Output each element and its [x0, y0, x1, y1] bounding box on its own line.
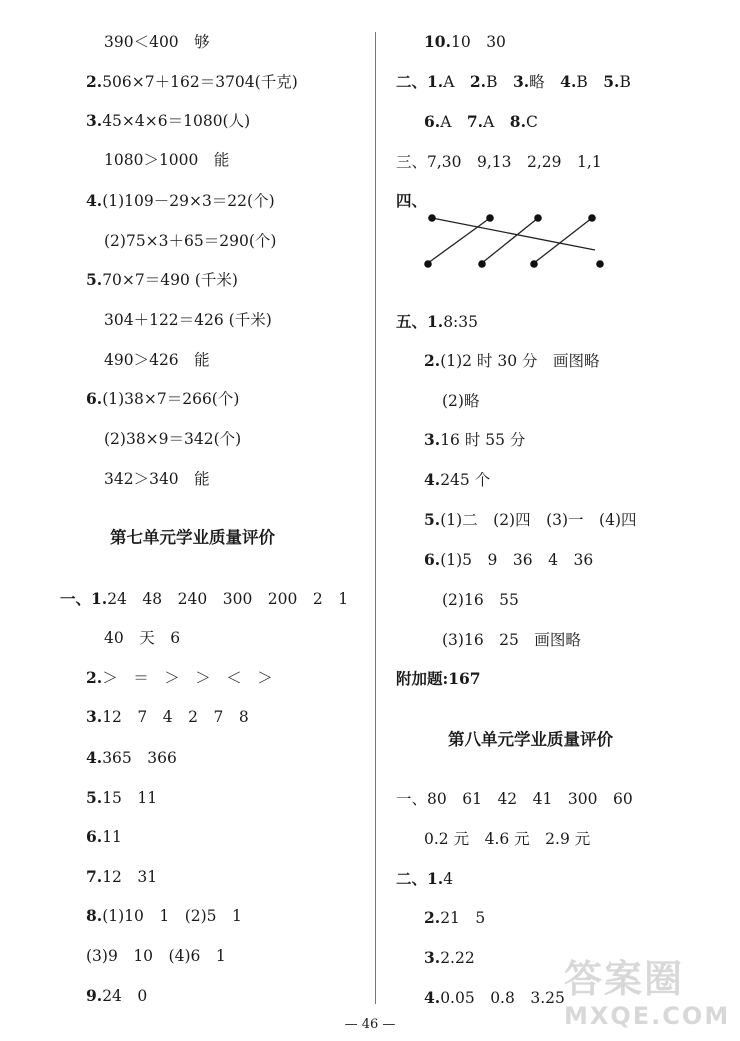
top-dot [428, 214, 436, 222]
answer-text: 2.22 [440, 949, 475, 967]
answer-line: (3)9 10 (4)6 1 [86, 947, 226, 965]
item-number: 一、1. [60, 589, 108, 608]
item-number: 3. [424, 430, 441, 449]
answer-line: (2)略 [442, 392, 480, 410]
item-number: 五、1. [396, 312, 444, 331]
answer-text: 21 5 [440, 909, 486, 927]
answer-line: 1080＞1000 能 [104, 151, 230, 169]
answer-line [86, 389, 239, 409]
item-number: 9. [86, 986, 103, 1005]
bottom-dot [424, 260, 432, 268]
answer-line [60, 589, 348, 609]
answer-line [86, 111, 250, 131]
connector-line [428, 218, 490, 263]
answer-text: A [443, 73, 470, 91]
item-number: 4. [424, 470, 441, 489]
item-number: 5. [86, 270, 103, 289]
bottom-dot [478, 260, 486, 268]
answer-text: 245 个 [440, 471, 491, 489]
answer-line: 342＞340 能 [104, 470, 210, 488]
item-number: 5. [86, 788, 103, 807]
answer-line: (2)16 55 [442, 591, 519, 609]
answer-line [424, 908, 485, 928]
item-number: 3. [512, 72, 530, 91]
answer-line: 四、 [396, 191, 428, 210]
answer-line: 40 天 6 [104, 629, 181, 647]
answer-line [86, 986, 147, 1006]
answer-line [396, 72, 631, 92]
item-number: 3. [86, 111, 103, 130]
answer-line [424, 988, 565, 1008]
item-number: 二、1. [396, 869, 444, 888]
answer-text: (1)2 时 30 分 画图略 [440, 352, 600, 370]
answer-line [86, 707, 249, 727]
item-number: 6. [424, 112, 441, 131]
answer-text: 11 [102, 828, 122, 846]
item-number: 4. [86, 748, 103, 767]
item-number: 3. [424, 948, 441, 967]
answer-text: 15 11 [102, 789, 158, 807]
answer-text: 16 时 55 分 [440, 431, 526, 449]
connector-line [482, 218, 538, 263]
item-number: 6. [86, 827, 103, 846]
watermark-url: MXQE.COM [564, 1002, 731, 1030]
bottom-dot [530, 260, 538, 268]
answer-line [86, 668, 273, 688]
answer-text: 12 31 [102, 868, 158, 886]
top-dot [534, 214, 542, 222]
item-number: 8. [86, 906, 103, 925]
section-heading: 第八单元学业质量评价 [448, 730, 613, 749]
answer-line [424, 510, 637, 530]
answer-line: (2)75×3＋65＝290(个) [104, 232, 277, 250]
answer-text: 8:35 [443, 313, 478, 331]
answer-text: (1)109－29×3＝22(个) [102, 192, 275, 210]
answer-text: 70×7＝490 (千米) [102, 271, 238, 289]
answer-line: 0.2 元 4.6 元 2.9 元 [424, 830, 591, 848]
answer-line [86, 788, 157, 808]
answer-text: (1)10 1 (2)5 1 [102, 907, 242, 925]
answer-text: 12 7 4 2 7 8 [102, 708, 249, 726]
column-divider [375, 32, 376, 1004]
answer-text: 506×7＋162＝3704(千克) [102, 73, 298, 91]
answer-line: 390＜400 够 [104, 33, 210, 51]
answer-line: 一、80 61 42 41 300 60 [396, 790, 633, 808]
item-number: 4. [424, 988, 441, 1007]
answer-text: 45×4×6＝1080(人) [102, 112, 251, 130]
watermark-title: 答案圈 [564, 957, 685, 1001]
item-number: 2. [424, 351, 441, 370]
answer-line [86, 270, 238, 290]
answer-line [424, 351, 600, 371]
answer-text: B [619, 73, 631, 91]
answer-line: 附加题:167 [396, 669, 481, 688]
answer-text: A [483, 113, 510, 131]
answer-text: (1)38×7＝266(个) [102, 390, 240, 408]
item-number: 2. [469, 72, 487, 91]
item-number: 8. [509, 112, 526, 131]
answer-text: C [525, 113, 538, 131]
answer-line [424, 430, 525, 450]
item-number: 7. [466, 112, 484, 131]
answer-text: A [440, 113, 467, 131]
item-number: 2. [86, 668, 103, 687]
item-number: 6. [424, 550, 441, 569]
answer-line: 三、7,30 9,13 2,29 1,1 [396, 153, 602, 171]
answer-line: 304＋122＝426 (千米) [104, 311, 272, 329]
page-number: — 46 — [344, 1017, 396, 1032]
answer-line [424, 32, 506, 52]
item-number: 5. [424, 510, 441, 529]
item-number: 7. [86, 867, 103, 886]
item-number: 5. [603, 72, 620, 91]
item-number: 3. [86, 707, 103, 726]
bottom-dot [596, 260, 604, 268]
answer-line [396, 869, 453, 889]
item-number: 4. [560, 72, 577, 91]
matching-diagram [418, 208, 618, 272]
connector-line [534, 218, 592, 263]
answer-text: (1)5 9 36 4 36 [440, 551, 594, 569]
item-number: 4. [86, 191, 103, 210]
answer-line [424, 470, 490, 490]
answer-line [86, 906, 242, 926]
item-number: 10. [424, 32, 451, 51]
answer-line [424, 112, 538, 132]
answer-line: (2)38×9＝342(个) [104, 430, 242, 448]
answer-line: (3)16 25 画图略 [442, 631, 581, 649]
answer-text: 0.05 0.8 3.25 [440, 989, 565, 1007]
answer-line [86, 72, 298, 92]
item-number: 6. [86, 389, 103, 408]
answer-text: 365 366 [102, 749, 177, 767]
answer-text: B [576, 73, 604, 91]
answer-text: B [486, 73, 513, 91]
top-dot [588, 214, 596, 222]
answer-line [424, 948, 475, 968]
section-heading: 第七单元学业质量评价 [110, 528, 275, 547]
answer-line [86, 748, 177, 768]
answer-text: 24 0 [102, 987, 148, 1005]
answer-text: 略 [529, 73, 561, 91]
top-dot [486, 214, 494, 222]
answer-text: 24 48 240 300 200 2 1 [107, 590, 349, 608]
item-number: 2. [424, 908, 441, 927]
item-number: 二、1. [396, 72, 444, 91]
answer-line [86, 827, 122, 847]
answer-line [424, 550, 593, 570]
item-number: 2. [86, 72, 103, 91]
answer-line [396, 312, 478, 332]
answer-text: 10 30 [450, 33, 506, 51]
answer-text: ＞ ＝ ＞ ＞ ＜ ＞ [102, 669, 273, 687]
answer-line [86, 867, 157, 887]
answer-line [86, 191, 275, 211]
answer-text: 4 [443, 870, 454, 888]
answer-text: (1)二 (2)四 (3)一 (4)四 [440, 511, 637, 529]
answer-line: 490＞426 能 [104, 351, 210, 369]
